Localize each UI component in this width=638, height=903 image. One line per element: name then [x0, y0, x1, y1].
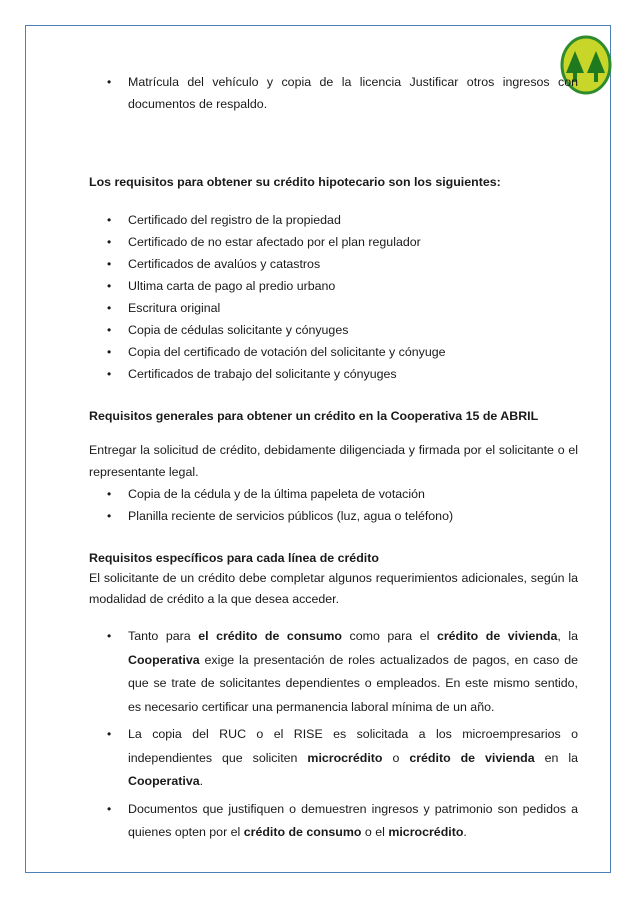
section-heading: Requisitos generales para obtener un crédito en la Cooperativa 15 de ABRIL — [89, 409, 539, 423]
list-item: • Copia de cédulas solicitante y cónyuges — [89, 319, 578, 341]
list-item: • Escritura original — [89, 297, 578, 319]
requirements-list — [89, 625, 578, 845]
list-item: • Ultima carta de pago al predio urbano — [89, 275, 578, 297]
paragraph: El solicitante de un crédito debe completar algunos requerimientos adicionales, según la modalidad de crédito a la que desea acceder. — [89, 571, 578, 606]
section-generales — [89, 406, 578, 527]
list-item: • Copia de la cédula y de la última papeleta de votación — [89, 483, 578, 505]
list-item: • Planilla reciente de servicios públicos (luz, agua o teléfono) — [89, 505, 578, 527]
list-item: • Certificados de trabajo del solicitante y cónyuges — [89, 363, 578, 385]
section-especificos — [89, 548, 578, 845]
list-item: • Certificado de no estar afectado por el plan regulador — [89, 231, 578, 253]
section-heading: Los requisitos para obtener su crédito hipotecario son los siguientes: — [89, 175, 501, 189]
list-item: • Certificado del registro de la propiedad — [89, 209, 578, 231]
list-item: • Matrícula del vehículo y copia de la licencia Justificar otros ingresos con documentos de respaldo. — [89, 71, 578, 115]
top-list — [89, 71, 578, 115]
requirements-list — [89, 209, 578, 385]
list-item: • Tanto para el crédito de consumo como para el crédito de vivienda, la Cooperativa exige la presentación de roles actualizados de pagos, en caso de que se trate de solicitantes dependientes o empleados. En este mismo sentido, es necesario certificar una permanencia laboral mínima de un año. — [89, 625, 578, 719]
section-hipotecario — [89, 172, 578, 385]
section-heading: Requisitos específicos para cada línea de crédito — [89, 551, 379, 565]
list-item: • La copia del RUC o el RISE es solicitada a los microempresarios o independientes que soliciten microcrédito o crédito de vivienda en la Cooperativa. — [89, 723, 578, 794]
list-item: • Certificados de avalúos y catastros — [89, 253, 578, 275]
paragraph: Entregar la solicitud de crédito, debidamente diligenciada y firmada por el solicitante o el representante legal. — [89, 443, 578, 479]
list-item: • Copia del certificado de votación del solicitante y cónyuge — [89, 341, 578, 363]
list-item: • Documentos que justifiquen o demuestren ingresos y patrimonio son pedidos a quienes opten por el crédito de consumo o el microcrédito. — [89, 798, 578, 845]
requirements-list — [89, 483, 578, 527]
